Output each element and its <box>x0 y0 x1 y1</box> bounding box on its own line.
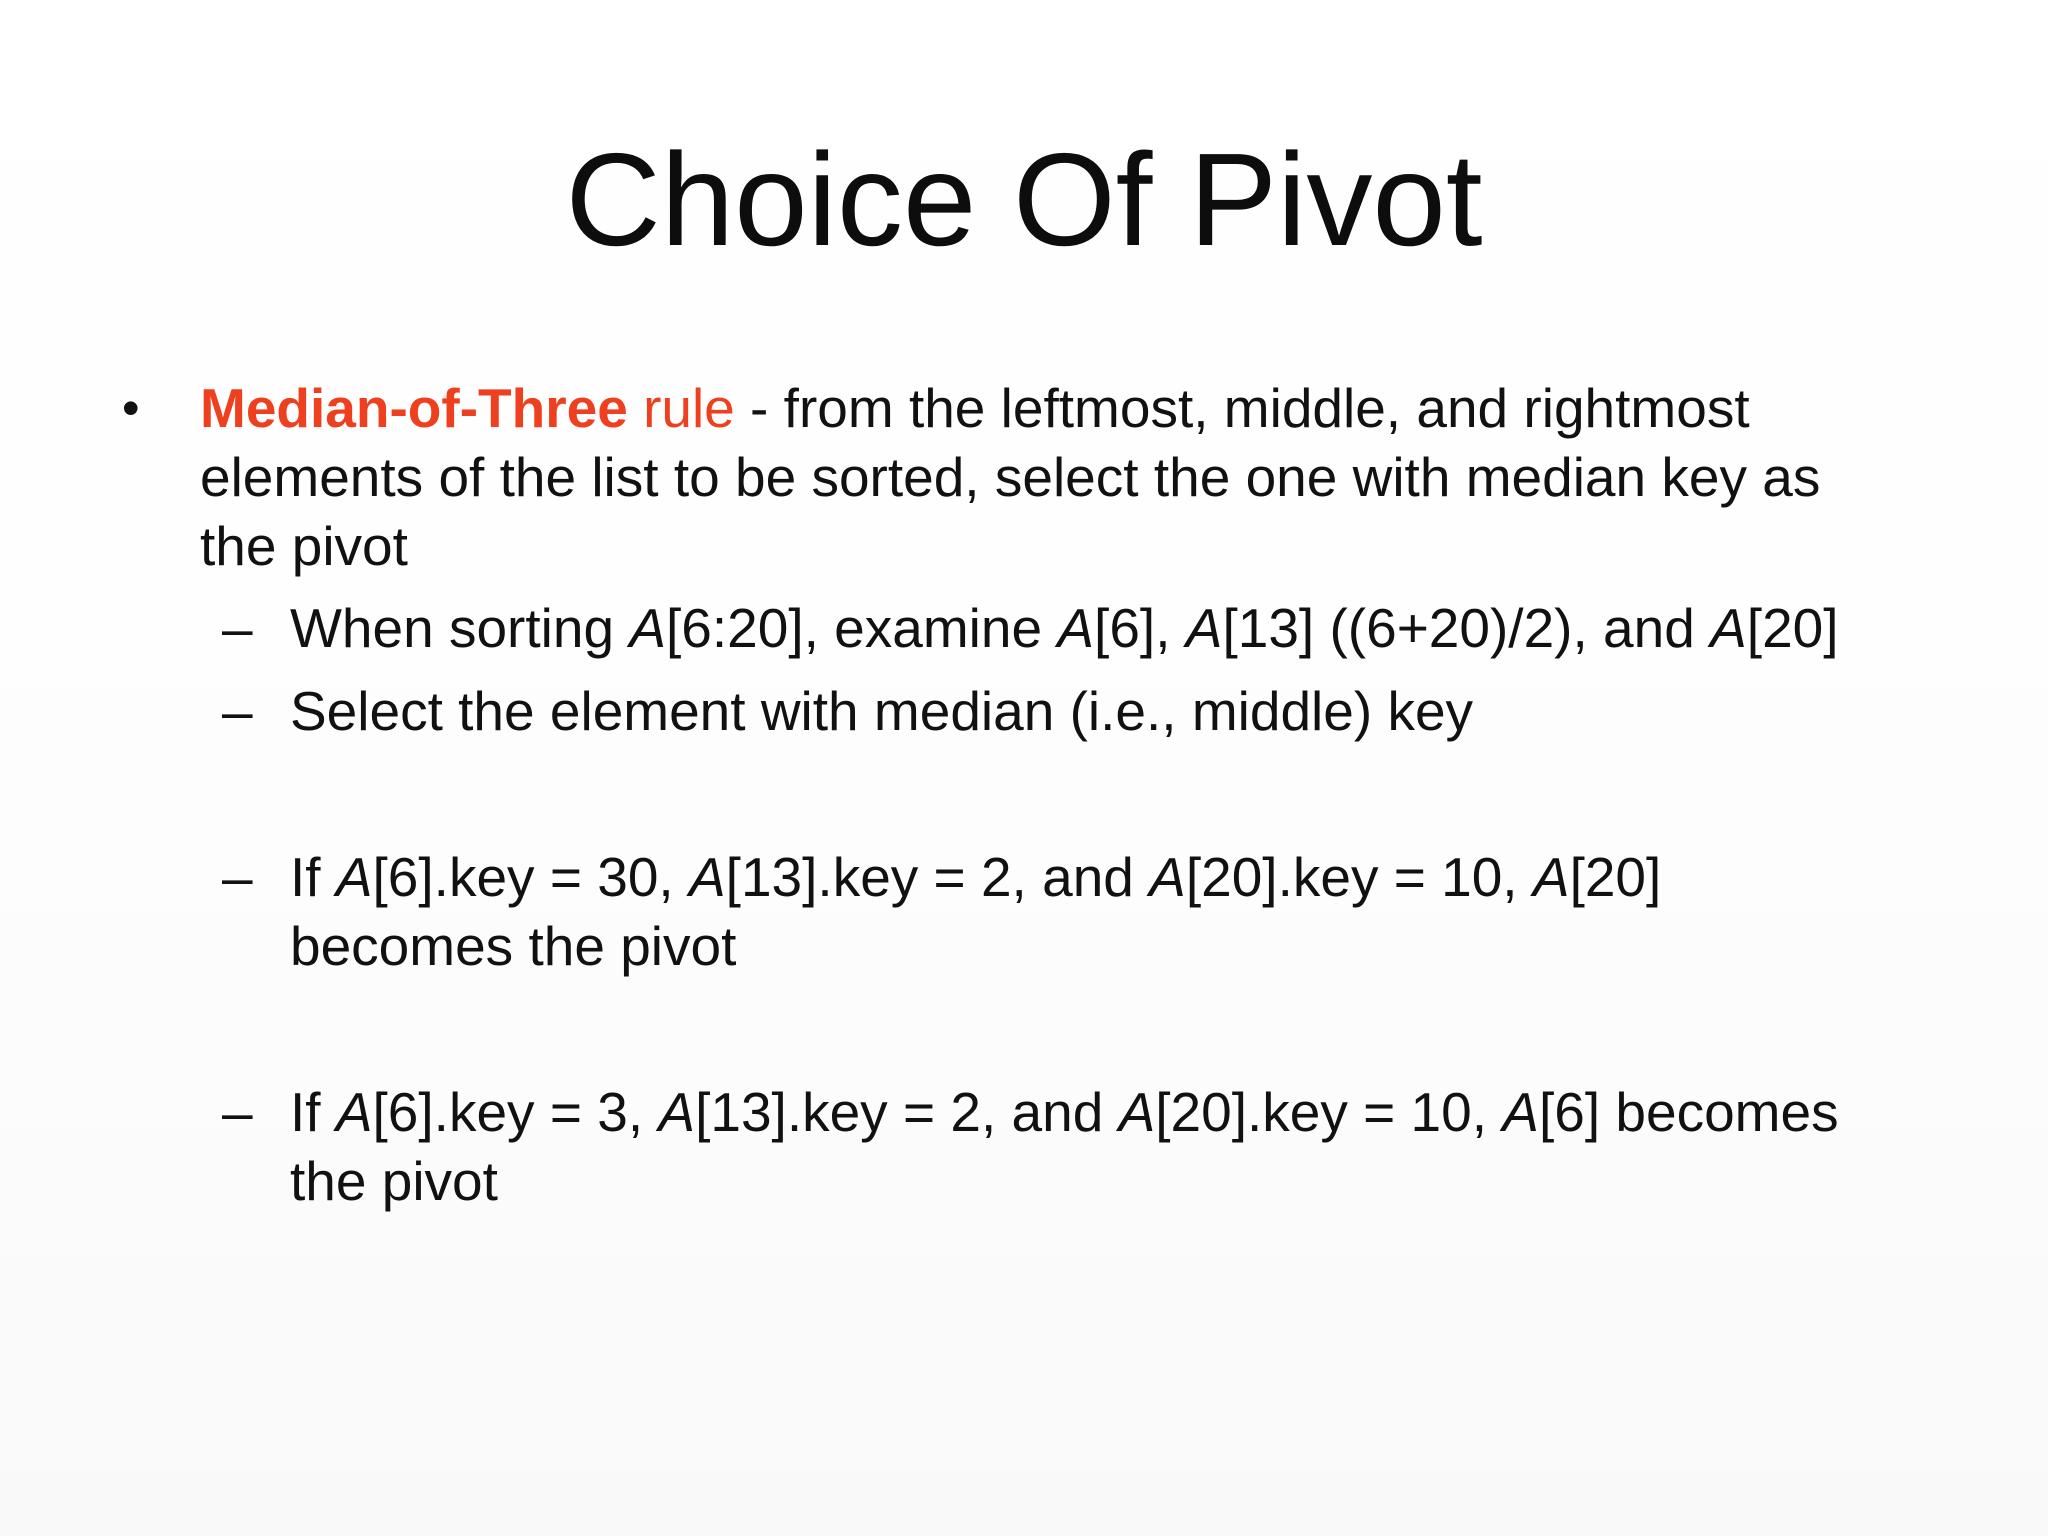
sub-item-select-median: Select the element with median (i.e., middle) key <box>290 680 1474 742</box>
text-segment: [6:20], examine <box>666 597 1058 659</box>
sub-item-example-1 <box>290 843 2010 981</box>
array-name: A <box>1149 846 1186 908</box>
array-name: A <box>688 846 726 908</box>
text-segment: [13] ((6+20)/2), and <box>1222 597 1711 659</box>
array-name: A <box>1502 1081 1539 1143</box>
array-name: A <box>335 846 373 908</box>
bullet-text-line1: - from the leftmost, middle, and rightmost <box>734 377 1750 439</box>
text-segment: [6].key = 3, <box>372 1081 659 1143</box>
bullet-text-line3: the pivot <box>200 515 408 577</box>
array-name: A <box>1710 597 1747 659</box>
bullet-term: Median-of-Three <box>200 377 628 439</box>
sub-item-dash: – <box>222 597 253 659</box>
text-segment: [6], <box>1094 597 1186 659</box>
text-segment: [20] <box>1746 597 1839 659</box>
array-name: A <box>658 1081 696 1143</box>
bullet-marker: • <box>122 380 140 436</box>
slide-title: Choice Of Pivot <box>565 126 1483 273</box>
text-segment: When sorting <box>290 597 630 659</box>
sub-item-dash: – <box>222 846 253 908</box>
sub-item-examine <box>290 594 2010 663</box>
array-name: A <box>1532 846 1570 908</box>
text-segment: [6].key = 30, <box>372 846 689 908</box>
text-segment: [20].key = 10, <box>1155 1081 1503 1143</box>
text-segment: [20] <box>1569 846 1662 908</box>
text-segment: the pivot <box>290 1150 498 1212</box>
text-segment: [20].key = 10, <box>1185 846 1533 908</box>
array-name: A <box>1057 597 1095 659</box>
bullet-median-of-three <box>200 374 1960 581</box>
text-segment: [6] becomes <box>1538 1081 1839 1143</box>
bullet-term-suffix: rule <box>643 377 735 439</box>
text-segment: If <box>290 1081 336 1143</box>
bullet-text-line2: elements of the list to be sorted, select the one with median key as <box>200 446 1821 508</box>
sub-item-example-2 <box>290 1078 2010 1216</box>
text-segment: becomes the pivot <box>290 915 737 977</box>
text-segment: [13].key = 2, and <box>725 846 1150 908</box>
text-segment: [13].key = 2, and <box>695 1081 1119 1143</box>
array-name: A <box>1118 1081 1156 1143</box>
array-name: A <box>335 1081 373 1143</box>
array-name: A <box>1185 597 1223 659</box>
sub-item-dash: – <box>222 680 253 742</box>
text-segment: If <box>290 846 336 908</box>
array-name: A <box>629 597 667 659</box>
sub-item-dash: – <box>222 1081 253 1143</box>
